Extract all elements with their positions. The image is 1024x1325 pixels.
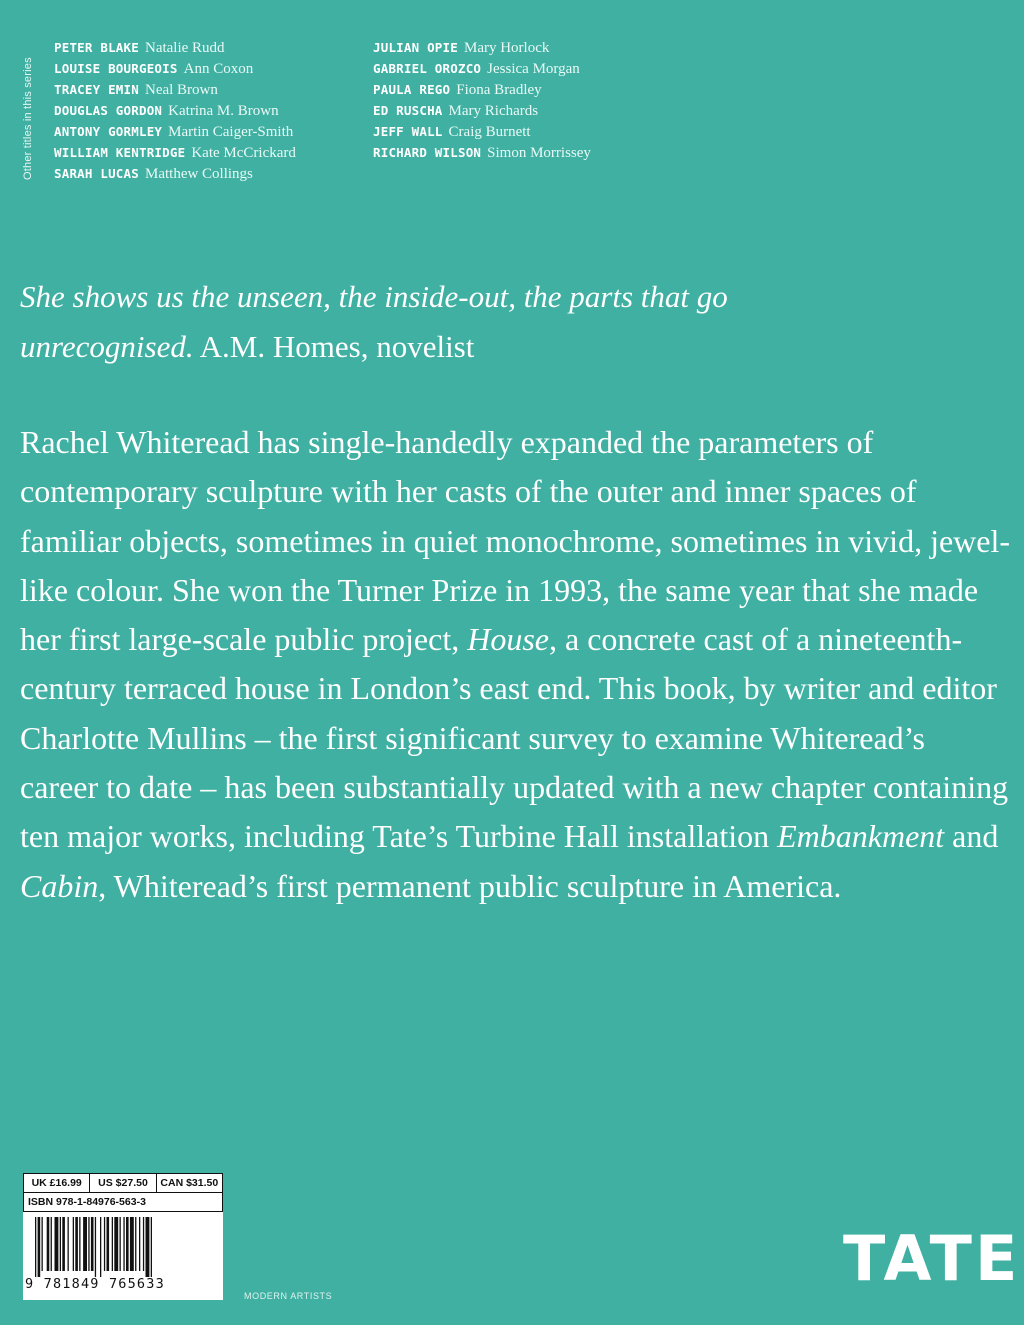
series-title-item — [54, 120, 296, 141]
artist-name: DOUGLAS GORDON — [54, 103, 163, 118]
barcode-bar — [135, 1217, 136, 1271]
artist-name: WILLIAM KENTRIDGE — [54, 145, 186, 160]
author-name: Craig Burnett — [448, 124, 531, 140]
author-name: Simon Morrissey — [487, 145, 591, 161]
author-name: Mary Horlock — [463, 40, 550, 56]
artist-name: GABRIEL OROZCO — [373, 61, 482, 76]
series-footer-label: MODERN ARTISTS — [244, 1291, 333, 1301]
artist-name: ANTONY GORMLEY — [54, 124, 163, 139]
artist-name: JEFF WALL — [373, 124, 443, 139]
quote-attribution: A.M. Homes, novelist — [199, 329, 475, 364]
barcode-bar — [73, 1217, 74, 1271]
artist-name: PAULA REGO — [373, 82, 451, 97]
barcode-bar — [79, 1217, 80, 1271]
barcode-bar — [95, 1217, 96, 1277]
author-name: Fiona Bradley — [456, 82, 542, 98]
series-title-item — [54, 141, 296, 162]
artist-name: PETER BLAKE — [54, 40, 139, 55]
pull-quote — [20, 272, 1000, 372]
artist-name: JULIAN OPIE — [373, 40, 458, 55]
author-name: Martin Caiger-Smith — [168, 124, 294, 140]
series-title-item — [373, 99, 591, 120]
work-title-cabin: Cabin — [20, 867, 99, 904]
barcode-bar — [35, 1217, 36, 1277]
barcode-bar — [68, 1217, 69, 1271]
price-can: CAN $31.50 — [160, 1177, 219, 1189]
series-title-item — [54, 57, 296, 78]
barcode-bar — [146, 1217, 150, 1277]
artist-name: TRACEY EMIN — [54, 82, 139, 97]
barcode-bar — [47, 1217, 50, 1271]
barcode-bar — [42, 1217, 43, 1271]
barcode-bar — [100, 1217, 101, 1277]
series-title-item — [54, 36, 296, 57]
price-barcode-box — [23, 1173, 223, 1300]
barcode-bar — [143, 1217, 144, 1271]
blurb-paragraph: Rachel Whiteread has single-handedly expanded the parameters of contemporary sculpture with her casts of the outer and inner spaces of familiar objects, sometimes in quiet monochrome, sometimes in vivid, jewel-like colour. She won the Turner Prize in 1993, the same year that she made her first large-scale public project, House, a concrete cast of a nineteenth-century terraced house in London’s east end. This book, by writer and editor Charlotte Mullins – the first significant survey to examine Whiteread’s career to date – has been substantially updated with a new chapter containing ten major works, including Tate’s Turbine Hall installation Embankment and Cabin, Whiteread’s first permanent public sculpture in America. — [20, 424, 1011, 904]
series-title-item — [373, 57, 591, 78]
author-name: Neal Brown — [144, 82, 218, 98]
barcode-bar — [62, 1217, 65, 1271]
series-label: Other titles in this series — [22, 57, 34, 180]
barcode-bar — [139, 1217, 140, 1271]
barcode-bar — [130, 1217, 134, 1271]
barcode-bar — [51, 1217, 52, 1271]
barcode-bar — [83, 1217, 87, 1271]
isbn: ISBN 978-1-84976-563-3 — [23, 1193, 223, 1212]
quote-text-line2: unrecognised. — [20, 329, 194, 364]
author-name: Ann Coxon — [183, 61, 254, 77]
barcode-bar — [60, 1217, 61, 1271]
titles-list-right — [373, 36, 591, 162]
series-title-item — [54, 99, 296, 120]
series-title-item — [373, 141, 591, 162]
barcode-number: 9 781849 765633 — [25, 1276, 165, 1292]
price-us: US $27.50 — [90, 1174, 156, 1192]
barcode-bar — [88, 1217, 89, 1271]
author-name: Kate McCrickard — [191, 145, 296, 161]
barcode-bar — [123, 1217, 124, 1271]
titles-list-left — [54, 36, 296, 183]
barcode-bar — [75, 1217, 78, 1271]
series-title-item — [373, 36, 591, 57]
author-name: Natalie Rudd — [144, 40, 225, 56]
barcode-bar — [151, 1217, 152, 1277]
author-name: Jessica Morgan — [487, 61, 580, 77]
barcode-bar — [91, 1217, 94, 1271]
series-title-item — [373, 78, 591, 99]
author-name: Mary Richards — [448, 103, 539, 119]
artist-name: LOUISE BOURGEOIS — [54, 61, 178, 76]
series-title-item — [54, 78, 296, 99]
work-title-embankment: Embankment — [777, 818, 945, 855]
work-title-house: House — [467, 621, 549, 658]
author-name: Matthew Collings — [144, 166, 253, 182]
quote-text-line1: She shows us the unseen, the inside-out, the parts that go — [20, 279, 728, 314]
barcode-bar — [120, 1217, 121, 1271]
price-uk: UK £16.99 — [24, 1174, 90, 1192]
author-name: Katrina M. Brown — [168, 103, 279, 119]
series-title-item — [54, 162, 296, 183]
barcode-bar — [104, 1217, 105, 1271]
artist-name: RICHARD WILSON — [373, 145, 482, 160]
series-title-item — [373, 120, 591, 141]
barcode-bar — [38, 1217, 41, 1277]
barcode-bar — [114, 1217, 118, 1271]
barcode-bar — [126, 1217, 129, 1271]
barcode-bar — [107, 1217, 110, 1271]
barcode-bar — [55, 1217, 59, 1271]
barcode-image — [33, 1217, 215, 1277]
barcode-bar — [112, 1217, 113, 1271]
artist-name: SARAH LUCAS — [54, 166, 139, 181]
artist-name: ED RUSCHA — [373, 103, 443, 118]
tate-logo: TATE — [843, 1222, 1021, 1295]
price-row — [23, 1173, 223, 1193]
